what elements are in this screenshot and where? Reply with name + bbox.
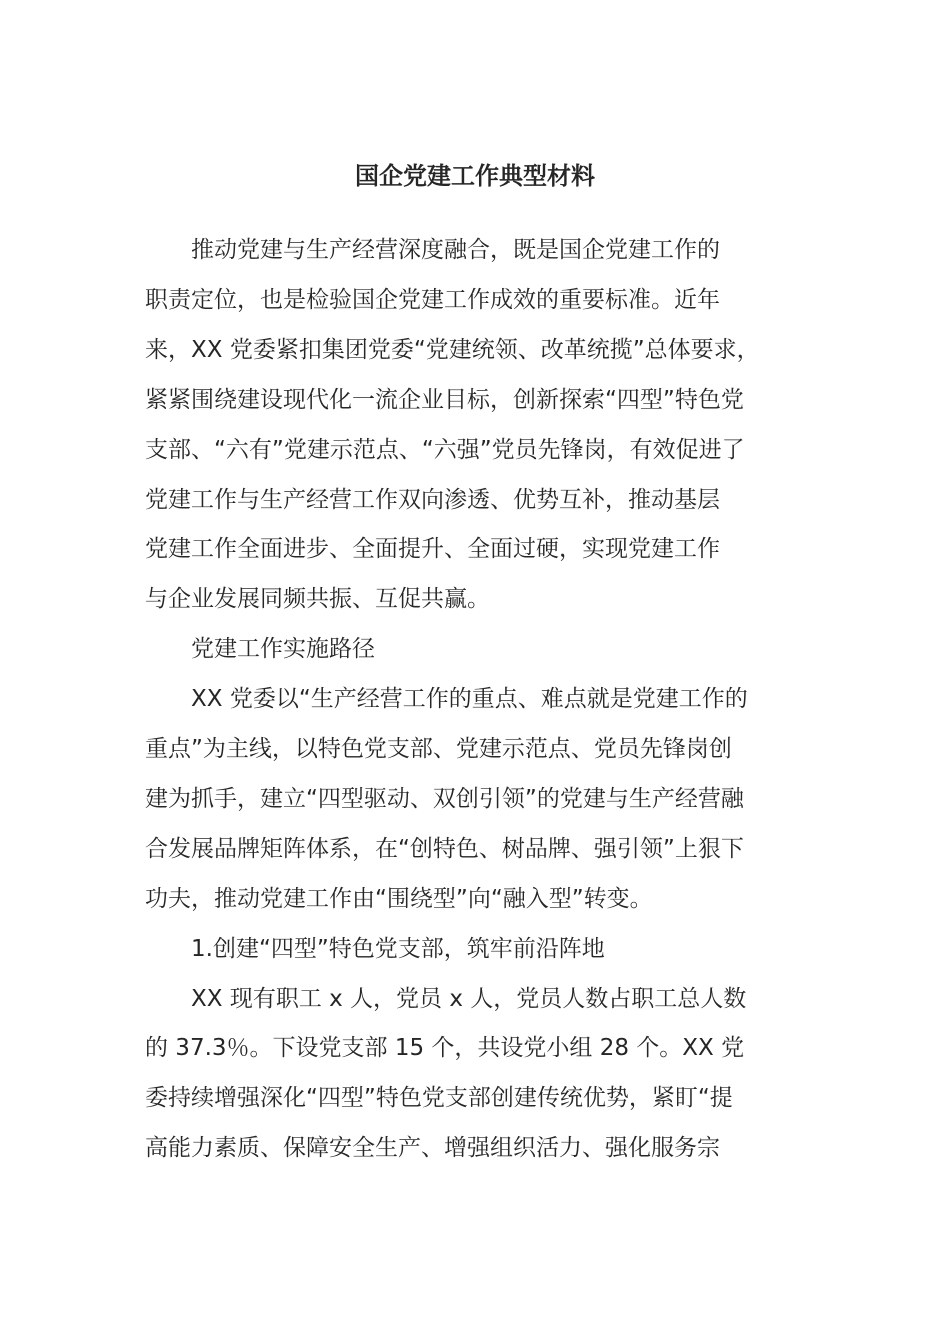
section-heading: 党建工作实施路径 <box>145 636 375 662</box>
paragraph-line: 来，XX 党委紧扣集团党委“党建统领、改革统揽”总体要求， <box>145 337 760 363</box>
paragraph-line: 功夫，推动党建工作由“围绕型”向“融入型”转变。 <box>145 886 653 912</box>
paragraph-line: 支部、“六有”党建示范点、“六强”党员先锋岗，有效促进了 <box>145 437 745 463</box>
document-title: 国企党建工作典型材料 <box>355 162 595 190</box>
paragraph-line: 推动党建与生产经营深度融合，既是国企党建工作的 <box>145 237 720 263</box>
paragraph-line: 的 37.3％。下设党支部 15 个，共设党小组 28 个。XX 党 <box>145 1035 745 1061</box>
paragraph-line: 与企业发展同频共振、互促共赢。 <box>145 586 490 612</box>
paragraph-line: 党建工作与生产经营工作双向渗透、优势互补，推动基层 <box>145 487 720 513</box>
paragraph-line: 合发展品牌矩阵体系，在“创特色、树品牌、强引领”上狠下 <box>145 836 744 862</box>
paragraph-line: 党建工作全面进步、全面提升、全面过硬，实现党建工作 <box>145 536 720 562</box>
paragraph-line: XX 现有职工 x 人，党员 x 人，党员人数占职工总人数 <box>145 986 747 1012</box>
paragraph-line: 职责定位，也是检验国企党建工作成效的重要标准。近年 <box>145 287 720 313</box>
paragraph-line: 紧紧围绕建设现代化一流企业目标，创新探索“四型”特色党 <box>145 387 744 413</box>
paragraph-line: 建为抓手，建立“四型驱动、双创引领”的党建与生产经营融 <box>145 786 744 812</box>
paragraph-line: 重点”为主线，以特色党支部、党建示范点、党员先锋岗创 <box>145 736 732 762</box>
paragraph-line: 委持续增强深化“四型”特色党支部创建传统优势，紧盯“提 <box>145 1085 733 1111</box>
paragraph-line: XX 党委以“生产经营工作的重点、难点就是党建工作的 <box>145 686 748 712</box>
subsection-heading: 1.创建“四型”特色党支部，筑牢前沿阵地 <box>145 936 605 962</box>
paragraph-line: 高能力素质、保障安全生产、增强组织活力、强化服务宗 <box>145 1135 720 1161</box>
